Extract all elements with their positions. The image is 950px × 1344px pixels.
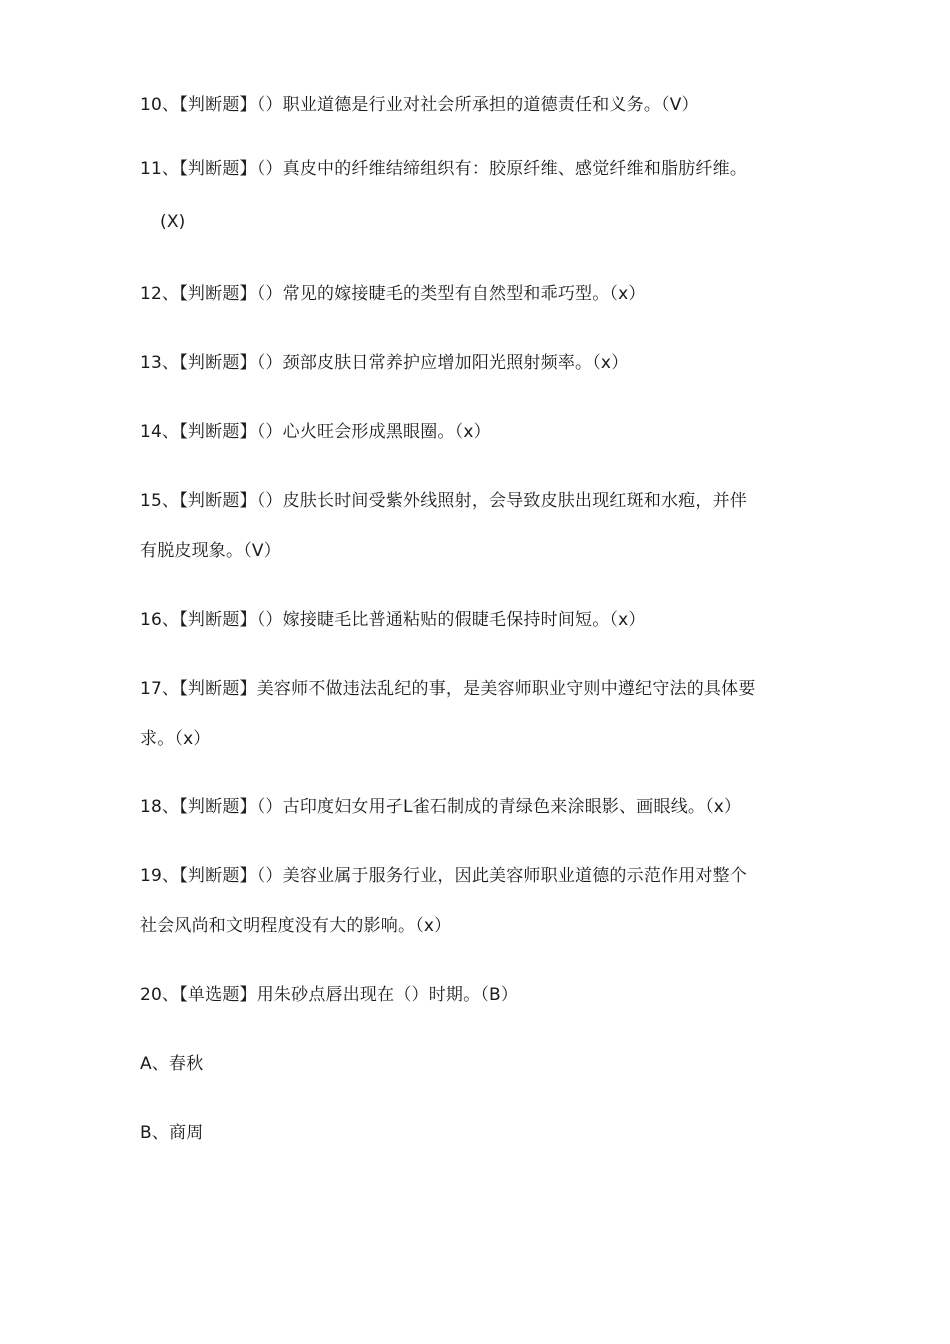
question-14-line: 14、【判断题】（）心火旺会形成黑眼圈。（x） [140, 422, 491, 442]
question-20-line: 20、【单选题】用朱砂点唇出现在（）时期。（B） [140, 985, 519, 1005]
question-11-line-2: (X) [160, 212, 186, 232]
question-10-line: 10、【判断题】（）职业道德是行业对社会所承担的道德责任和义务。（V） [140, 95, 699, 115]
question-15-line-1: 15、【判断题】（）皮肤长时间受紫外线照射，会导致皮肤出现红斑和水疱，并伴 [140, 491, 748, 511]
question-18-line: 18、【判断题】（）古印度妇女用孑L雀石制成的青绿色来涂眼影、画眼线。（x） [140, 797, 742, 817]
option-b-line: B、商周 [140, 1123, 204, 1143]
question-19-line-2: 社会风尚和文明程度没有大的影响。（x） [140, 916, 452, 936]
question-17-line-2: 求。（x） [140, 729, 211, 749]
question-12-line: 12、【判断题】（）常见的嫁接睫毛的类型有自然型和乖巧型。（x） [140, 284, 646, 304]
question-17-line-1: 17、【判断题】美容师不做违法乱纪的事，是美容师职业守则中遵纪守法的具体要 [140, 679, 756, 699]
option-a-line: A、春秋 [140, 1054, 204, 1074]
question-19-line-1: 19、【判断题】（）美容业属于服务行业，因此美容师职业道德的示范作用对整个 [140, 866, 748, 886]
question-11-line-1: 11、【判断题】（）真皮中的纤维结缔组织有：胶原纤维、感觉纤维和脂肪纤维。 [140, 159, 748, 179]
question-16-line: 16、【判断题】（）嫁接睫毛比普通粘贴的假睫毛保持时间短。（x） [140, 610, 646, 630]
question-13-line: 13、【判断题】（）颈部皮肤日常养护应增加阳光照射频率。（x） [140, 353, 629, 373]
question-15-line-2: 有脱皮现象。（V） [140, 541, 281, 561]
